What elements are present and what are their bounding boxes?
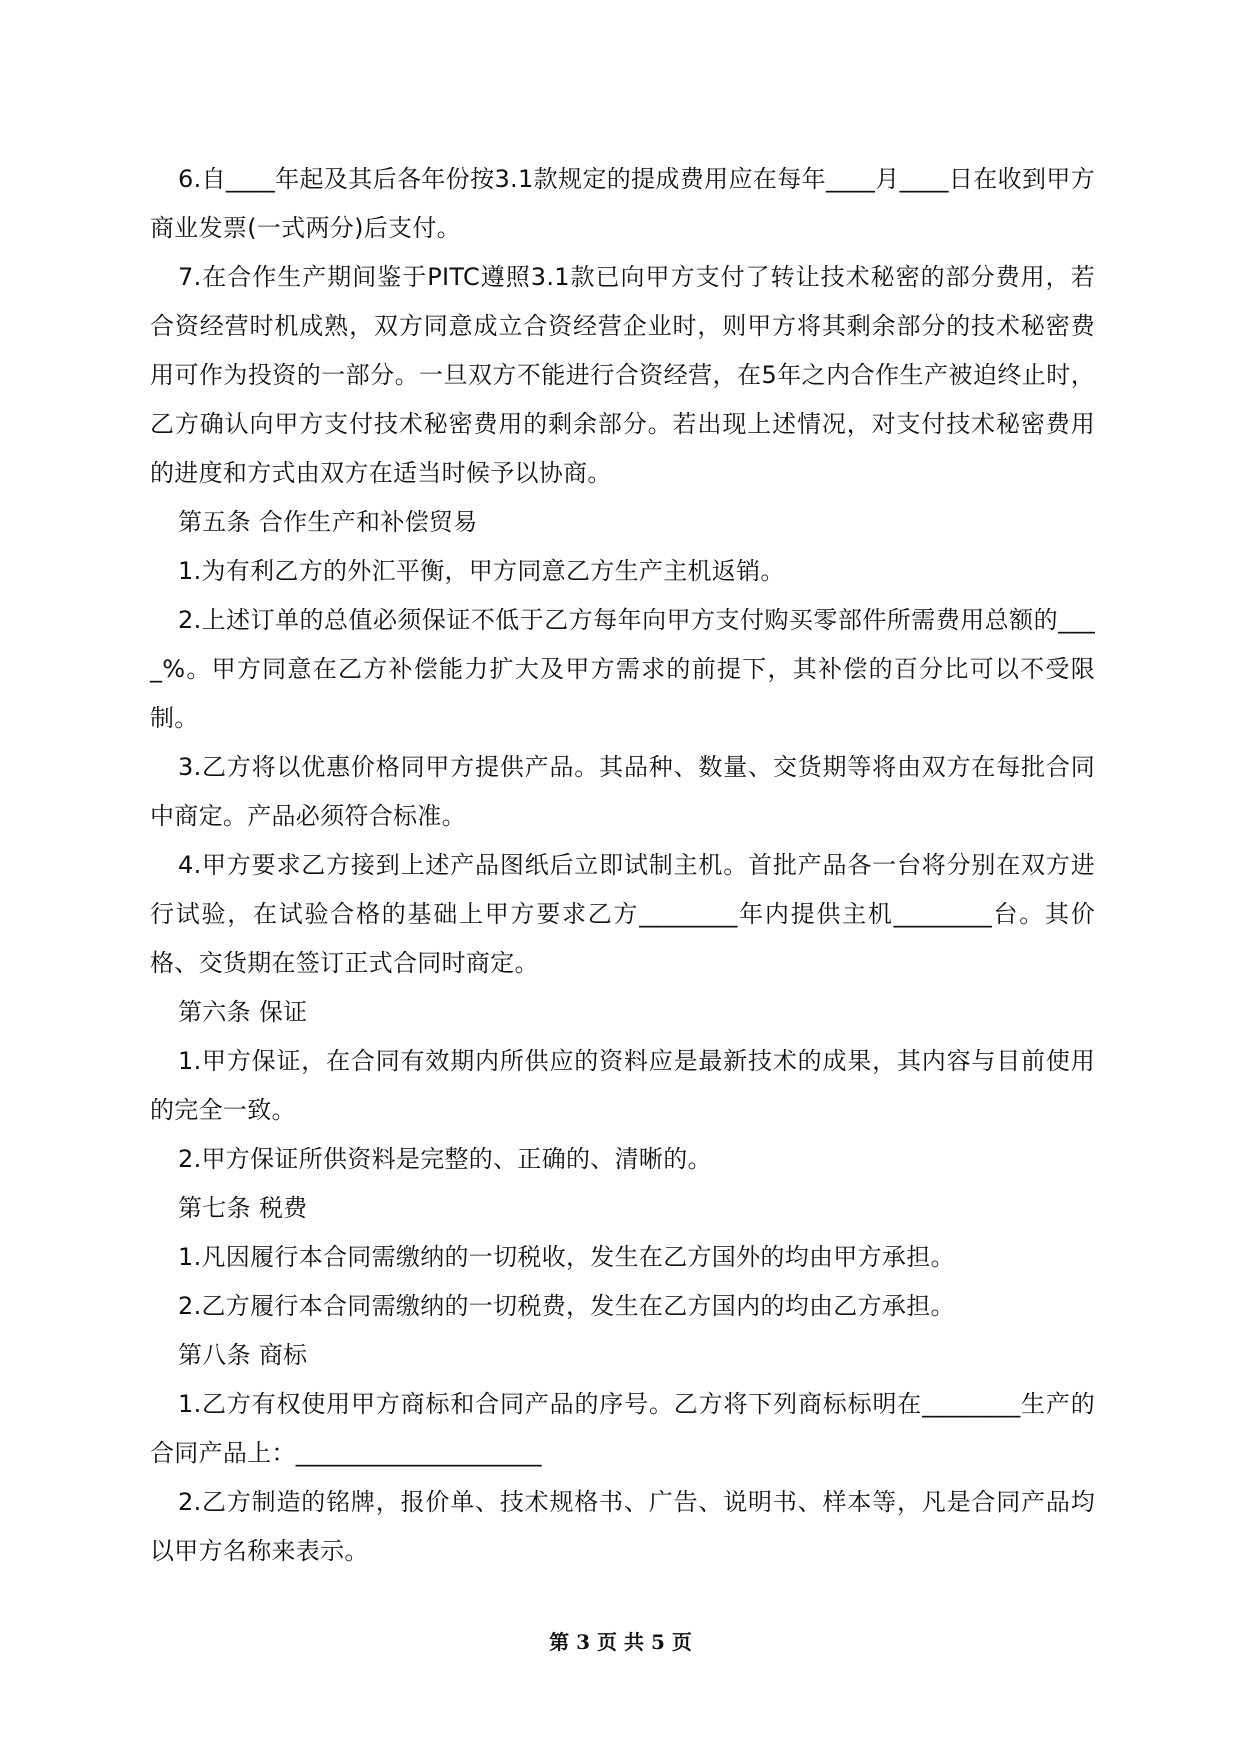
article-heading: 第七条 税费: [178, 1194, 308, 1222]
document-body: [150, 155, 1095, 1576]
clause-paragraph: 1.乙方有权使用甲方商标和合同产品的序号。乙方将下列商标标明在________生产的合同产品上：____________________: [150, 1390, 1095, 1467]
article-heading: 第六条 保证: [178, 998, 308, 1026]
article-heading: 第八条 商标: [178, 1341, 308, 1369]
clause-paragraph: 2.乙方履行本合同需缴纳的一切税费，发生在乙方国内的均由乙方承担。: [178, 1292, 955, 1320]
page-number-footer: 第 3 页 共 5 页: [549, 1630, 692, 1654]
clause-paragraph: 2.甲方保证所供资料是完整的、正确的、清晰的。: [178, 1145, 712, 1173]
clause-paragraph: 1.凡因履行本合同需缴纳的一切税收，发生在乙方国外的均由甲方承担。: [178, 1243, 955, 1271]
clause-paragraph: 1.为有利乙方的外汇平衡，甲方同意乙方生产主机返销。: [178, 557, 785, 585]
clause-paragraph: 7.在合作生产期间鉴于PITC遵照3.1款已向甲方支付了转让技术秘密的部分费用，若合资经营时机成熟，双方同意成立合资经营企业时，则甲方将其剩余部分的技术秘密费用可作为投资的一部分。一旦双方不能进行合资经营，在5年之内合作生产被迫终止时，乙方确认向甲方支付技术秘密费用的剩余部分。若出现上述情况，对支付技术秘密费用的进度和方式由双方在适当时候予以协商。: [150, 263, 1095, 487]
clause-paragraph: 4.甲方要求乙方接到上述产品图纸后立即试制主机。首批产品各一台将分别在双方进行试验，在试验合格的基础上甲方要求乙方________年内提供主机________台。其价格、交货期在签订正式合同时商定。: [150, 851, 1095, 977]
clause-paragraph: 2.上述订单的总值必须保证不低于乙方每年向甲方支付购买零部件所需费用总额的____%。甲方同意在乙方补偿能力扩大及甲方需求的前提下，其补偿的百分比可以不受限制。: [150, 606, 1095, 732]
article-heading: 第五条 合作生产和补偿贸易: [178, 508, 478, 536]
clause-paragraph: 1.甲方保证，在合同有效期内所供应的资料应是最新技术的成果，其内容与目前使用的完全一致。: [150, 1047, 1095, 1124]
clause-paragraph: 3.乙方将以优惠价格同甲方提供产品。其品种、数量、交货期等将由双方在每批合同中商定。产品必须符合标准。: [150, 753, 1095, 830]
clause-paragraph: 6.自____年起及其后各年份按3.1款规定的提成费用应在每年____月____日在收到甲方商业发票(一式两分)后支付。: [150, 165, 1095, 242]
clause-paragraph: 2.乙方制造的铭牌，报价单、技术规格书、广告、说明书、样本等，凡是合同产品均以甲方名称来表示。: [150, 1488, 1095, 1565]
